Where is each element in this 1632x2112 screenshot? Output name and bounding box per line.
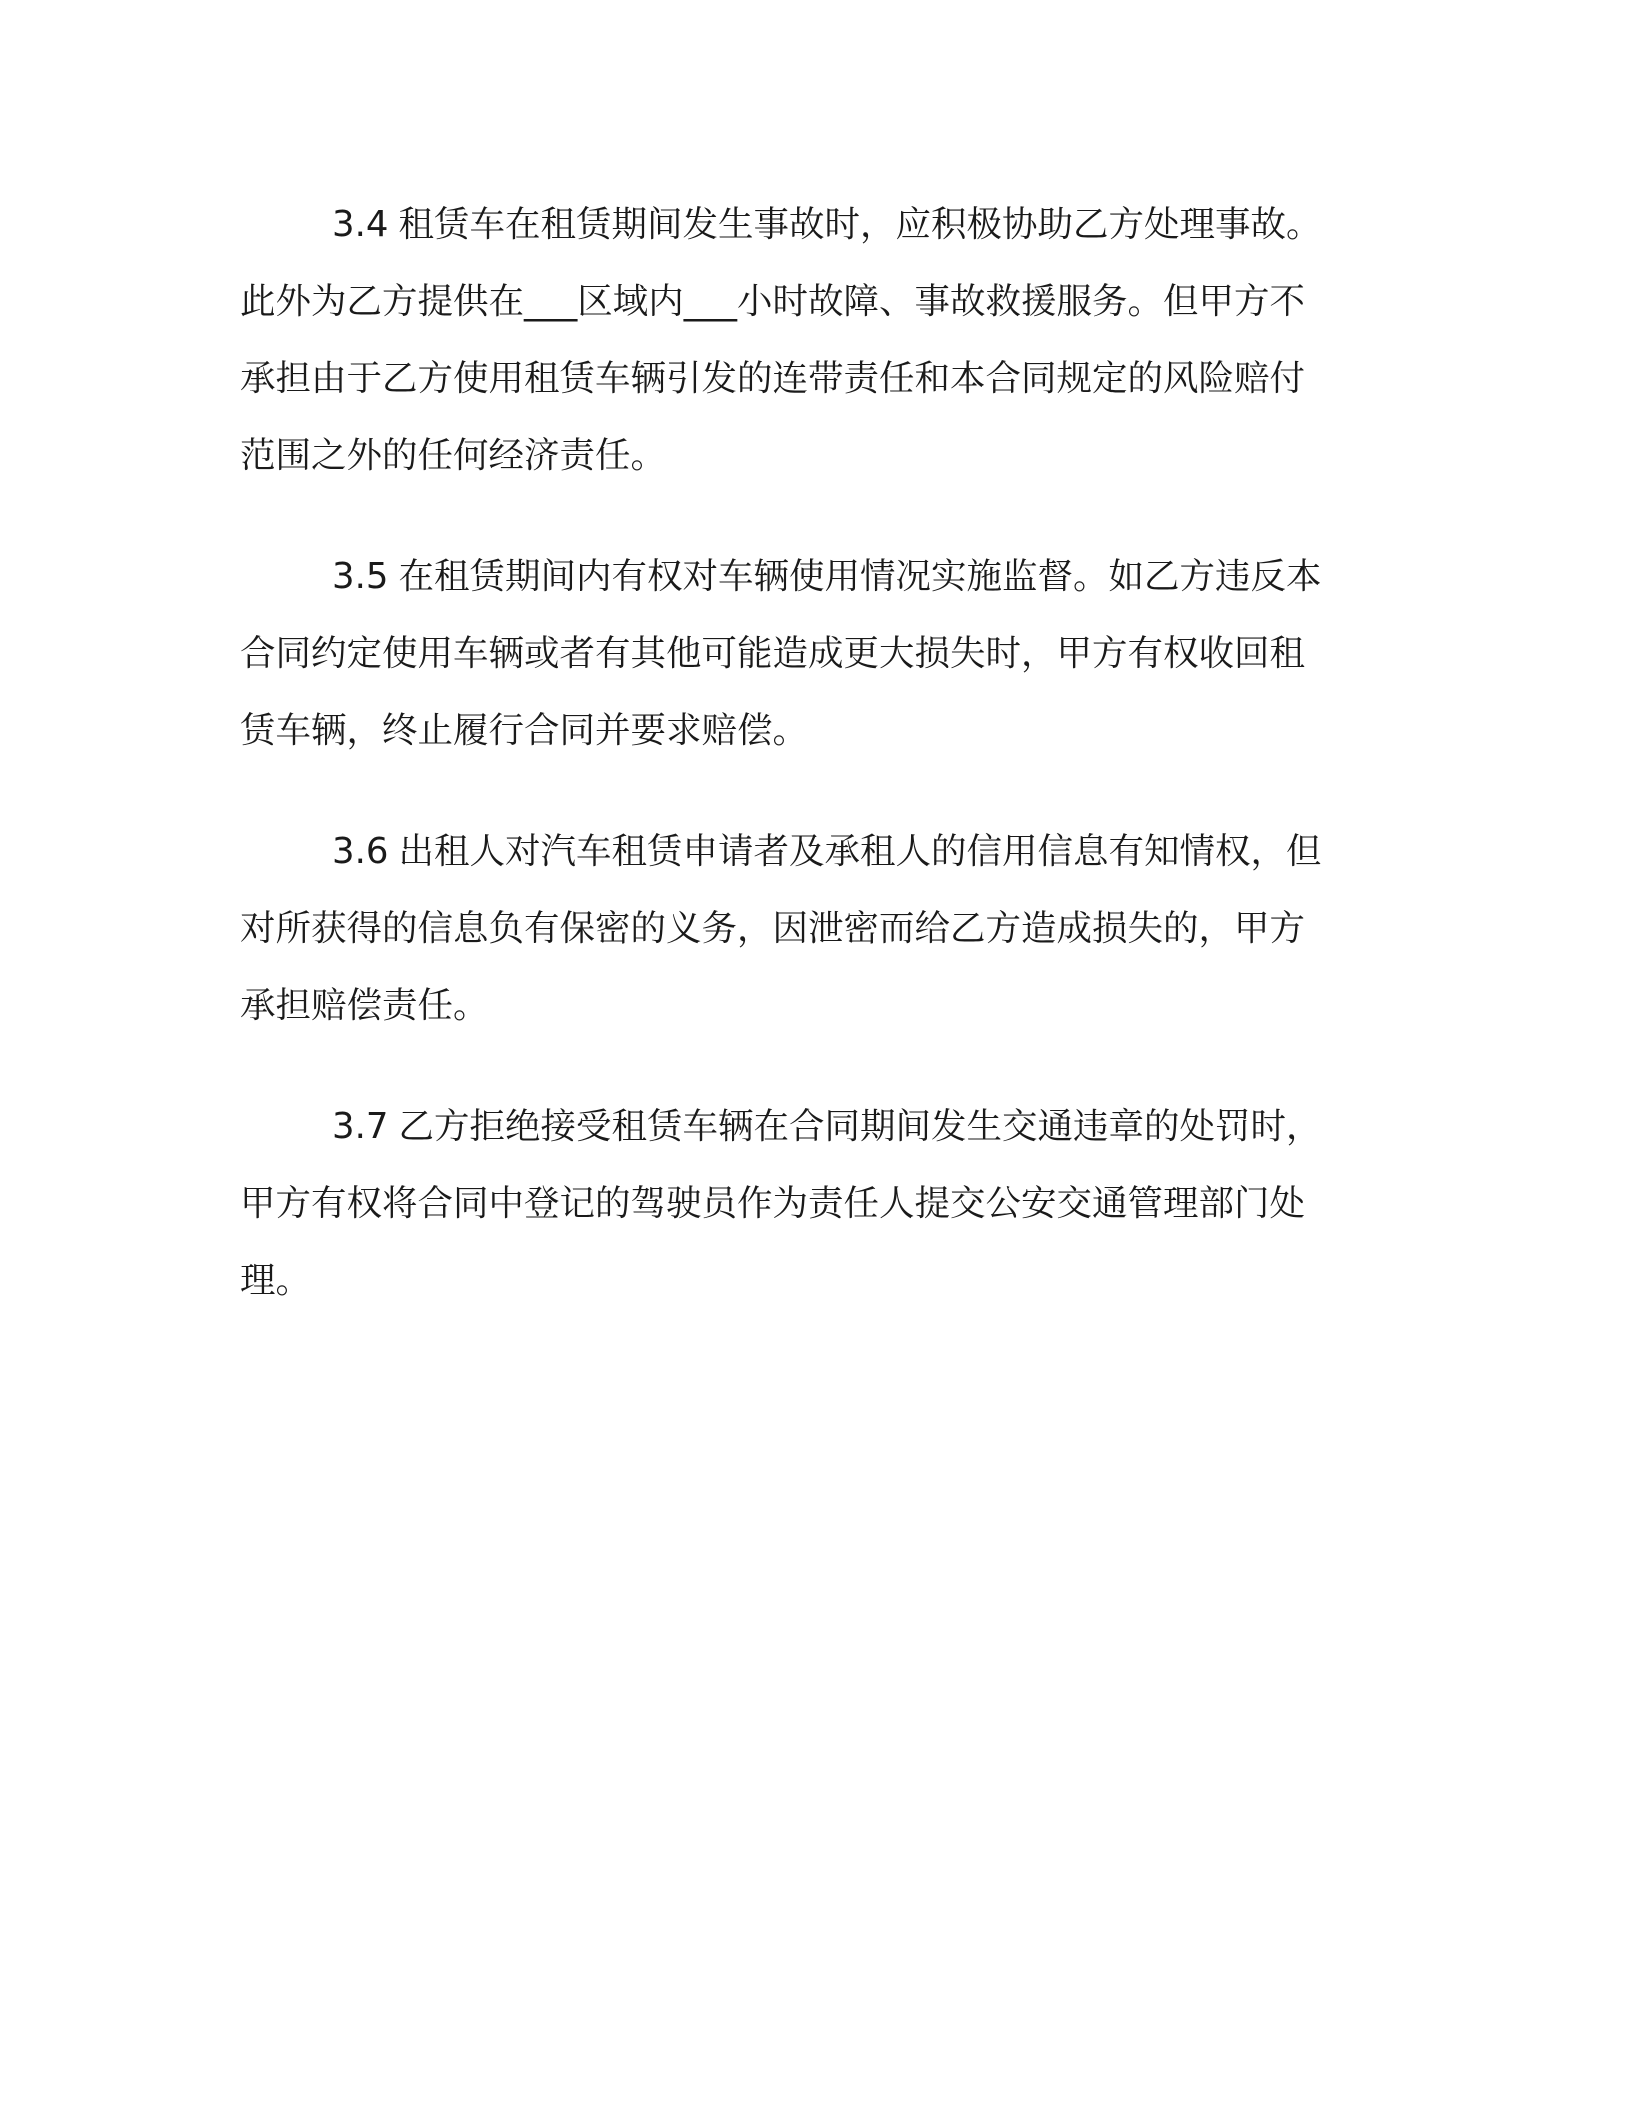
clause-3-7 — [240, 1088, 1378, 1319]
clause-3-5 — [240, 538, 1378, 769]
clause-text-line: 合同约定使用车辆或者有其他可能造成更大损失时，甲方有权收回租 — [240, 633, 1306, 674]
clause-text-line: 承担赔偿责任。 — [240, 985, 489, 1026]
document-body — [240, 186, 1378, 1363]
clause-text: 租赁车在租赁期间发生事故时，应积极协助乙方处理事故。 — [398, 204, 1322, 245]
clause-text-line: 赁车辆，终止履行合同并要求赔偿。 — [240, 710, 809, 751]
clause-number: 3.7 — [332, 1106, 389, 1147]
clause-first-line — [240, 186, 1378, 263]
clause-text-line: 理。 — [240, 1260, 312, 1301]
clause-text: 乙方拒绝接受租赁车辆在合同期间发生交通违章的处罚时， — [398, 1106, 1322, 1147]
clause-first-line — [240, 813, 1378, 890]
clause-number: 3.5 — [332, 556, 389, 597]
clause-3-4 — [240, 186, 1378, 494]
clause-text-line: 对所获得的信息负有保密的义务，因泄密而给乙方造成损失的，甲方 — [240, 908, 1306, 949]
clause-text: 在租赁期间内有权对车辆使用情况实施监督。如乙方违反本 — [398, 556, 1322, 597]
clause-first-line — [240, 538, 1378, 615]
clause-3-6 — [240, 813, 1378, 1044]
clause-first-line — [240, 1088, 1378, 1165]
clause-number: 3.6 — [332, 831, 389, 872]
clause-text-line: 范围之外的任何经济责任。 — [240, 435, 667, 476]
clause-text: 出租人对汽车租赁申请者及承租人的信用信息有知情权，但 — [398, 831, 1322, 872]
clause-text-line: 甲方有权将合同中登记的驾驶员作为责任人提交公安交通管理部门处 — [240, 1183, 1306, 1224]
clause-text-line: 此外为乙方提供在___区域内___小时故障、事故救援服务。但甲方不 — [240, 281, 1306, 322]
clause-text-line: 承担由于乙方使用租赁车辆引发的连带责任和本合同规定的风险赔付 — [240, 358, 1306, 399]
clause-number: 3.4 — [332, 204, 389, 245]
